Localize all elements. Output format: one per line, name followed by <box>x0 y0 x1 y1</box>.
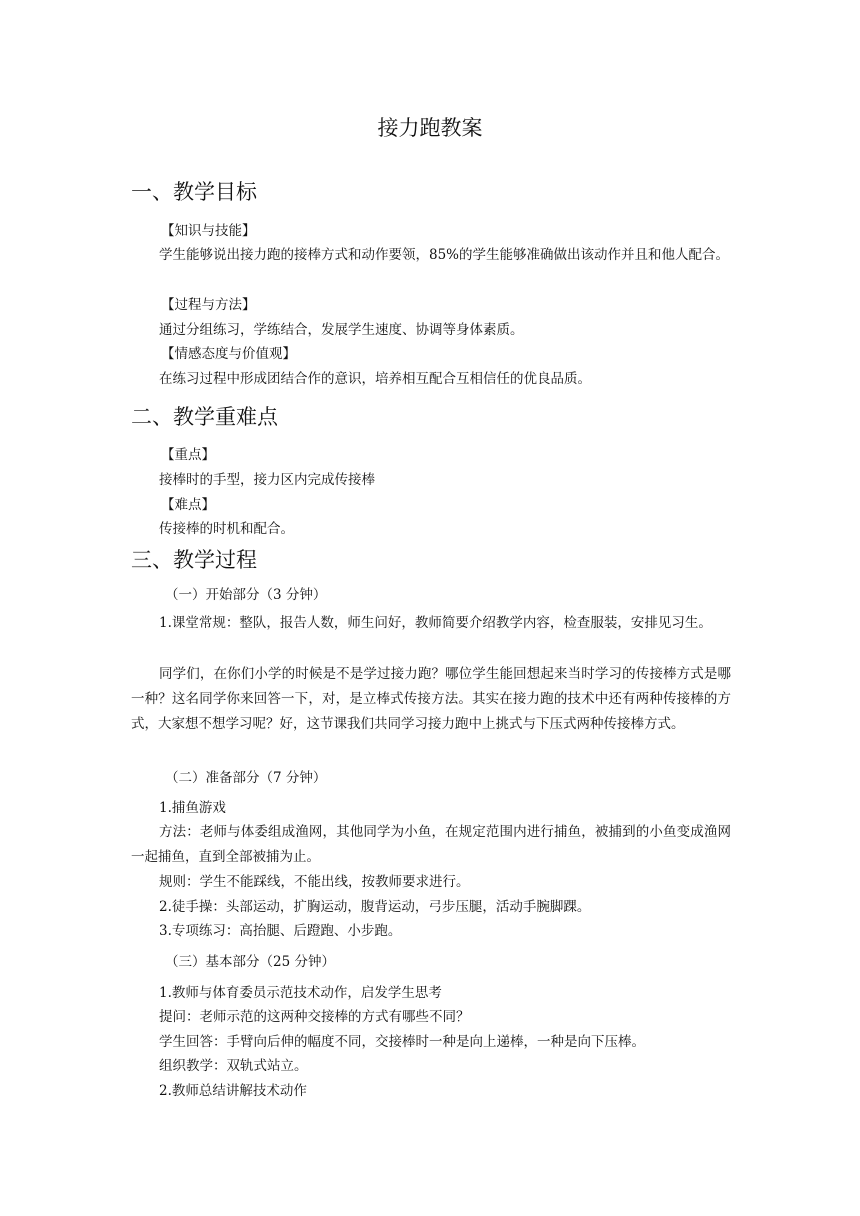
section-heading-process: 三、教学过程 <box>131 548 257 572</box>
part3-title: （三）基本部分（25 分钟） <box>165 954 335 970</box>
part2-item-2: 2.徒手操：头部运动，扩胸运动，腹背运动，弓步压腿，活动手腕脚踝。 <box>159 899 591 915</box>
knowledge-label: 【知识与技能】 <box>161 223 256 239</box>
section-heading-objectives: 一、教学目标 <box>131 180 257 204</box>
part1-paragraph-2: 同学们，在你们小学的时候是不是学过接力跑？哪位学生能回想起来当时学习的传接棒方式是哪一种？这名同学你来回答一下，对，是立棒式传接方法。其实在接力跑的技术中还有两种传接棒的方式，大家想不想学习呢？好，这节课我们共同学习接力跑中上挑式与下压式两种传接棒方式。 <box>131 666 731 732</box>
part2-method: 方法：老师与体委组成渔网，其他同学为小鱼，在规定范围内进行捕鱼，被捕到的小鱼变成渔网一起捕鱼，直到全部被捕为止。 <box>131 824 731 865</box>
section-heading-keypoints: 二、教学重难点 <box>131 405 278 429</box>
key-text: 接棒时的手型，接力区内完成传接棒 <box>159 472 375 488</box>
key-label: 【重点】 <box>161 447 215 463</box>
process-method-text: 通过分组练习，学练结合，发展学生速度、协调等身体素质。 <box>159 322 524 338</box>
emotion-label: 【情感态度与价值观】 <box>161 346 296 362</box>
emotion-text: 在练习过程中形成团结合作的意识，培养相互配合互相信任的优良品质。 <box>159 371 591 387</box>
part1-paragraph-1: 1.课堂常规：整队，报告人数，师生问好，教师简要介绍教学内容，检查服装，安排见习生。 <box>159 615 712 631</box>
part2-item-1: 1.捕鱼游戏 <box>159 800 226 816</box>
document-title: 接力跑教案 <box>377 116 483 140</box>
part3-organization: 组织教学：双轨式站立。 <box>159 1058 308 1074</box>
part2-item-3: 3.专项练习：高抬腿、后蹬跑、小步跑。 <box>159 923 402 939</box>
part3-question: 提问：老师示范的这两种交接棒的方式有哪些不同？ <box>159 1009 470 1025</box>
difficult-label: 【难点】 <box>161 497 215 513</box>
part2-rule: 规则：学生不能踩线，不能出线，按教师要求进行。 <box>159 874 470 890</box>
part1-title: （一）开始部分（3 分钟） <box>165 587 327 603</box>
knowledge-text: 学生能够说出接力跑的接棒方式和动作要领，85%的学生能够准确做出该动作并且和他人配合。 <box>159 247 730 263</box>
part2-title: （二）准备部分（7 分钟） <box>165 770 327 786</box>
part3-item-1: 1.教师与体育委员示范技术动作，启发学生思考 <box>159 985 442 1001</box>
difficult-text: 传接棒的时机和配合。 <box>159 521 294 537</box>
part3-answer: 学生回答：手臂向后伸的幅度不同，交接棒时一种是向上递棒，一种是向下压棒。 <box>159 1034 645 1050</box>
part3-item-2: 2.教师总结讲解技术动作 <box>159 1083 307 1099</box>
process-method-label: 【过程与方法】 <box>161 297 256 313</box>
